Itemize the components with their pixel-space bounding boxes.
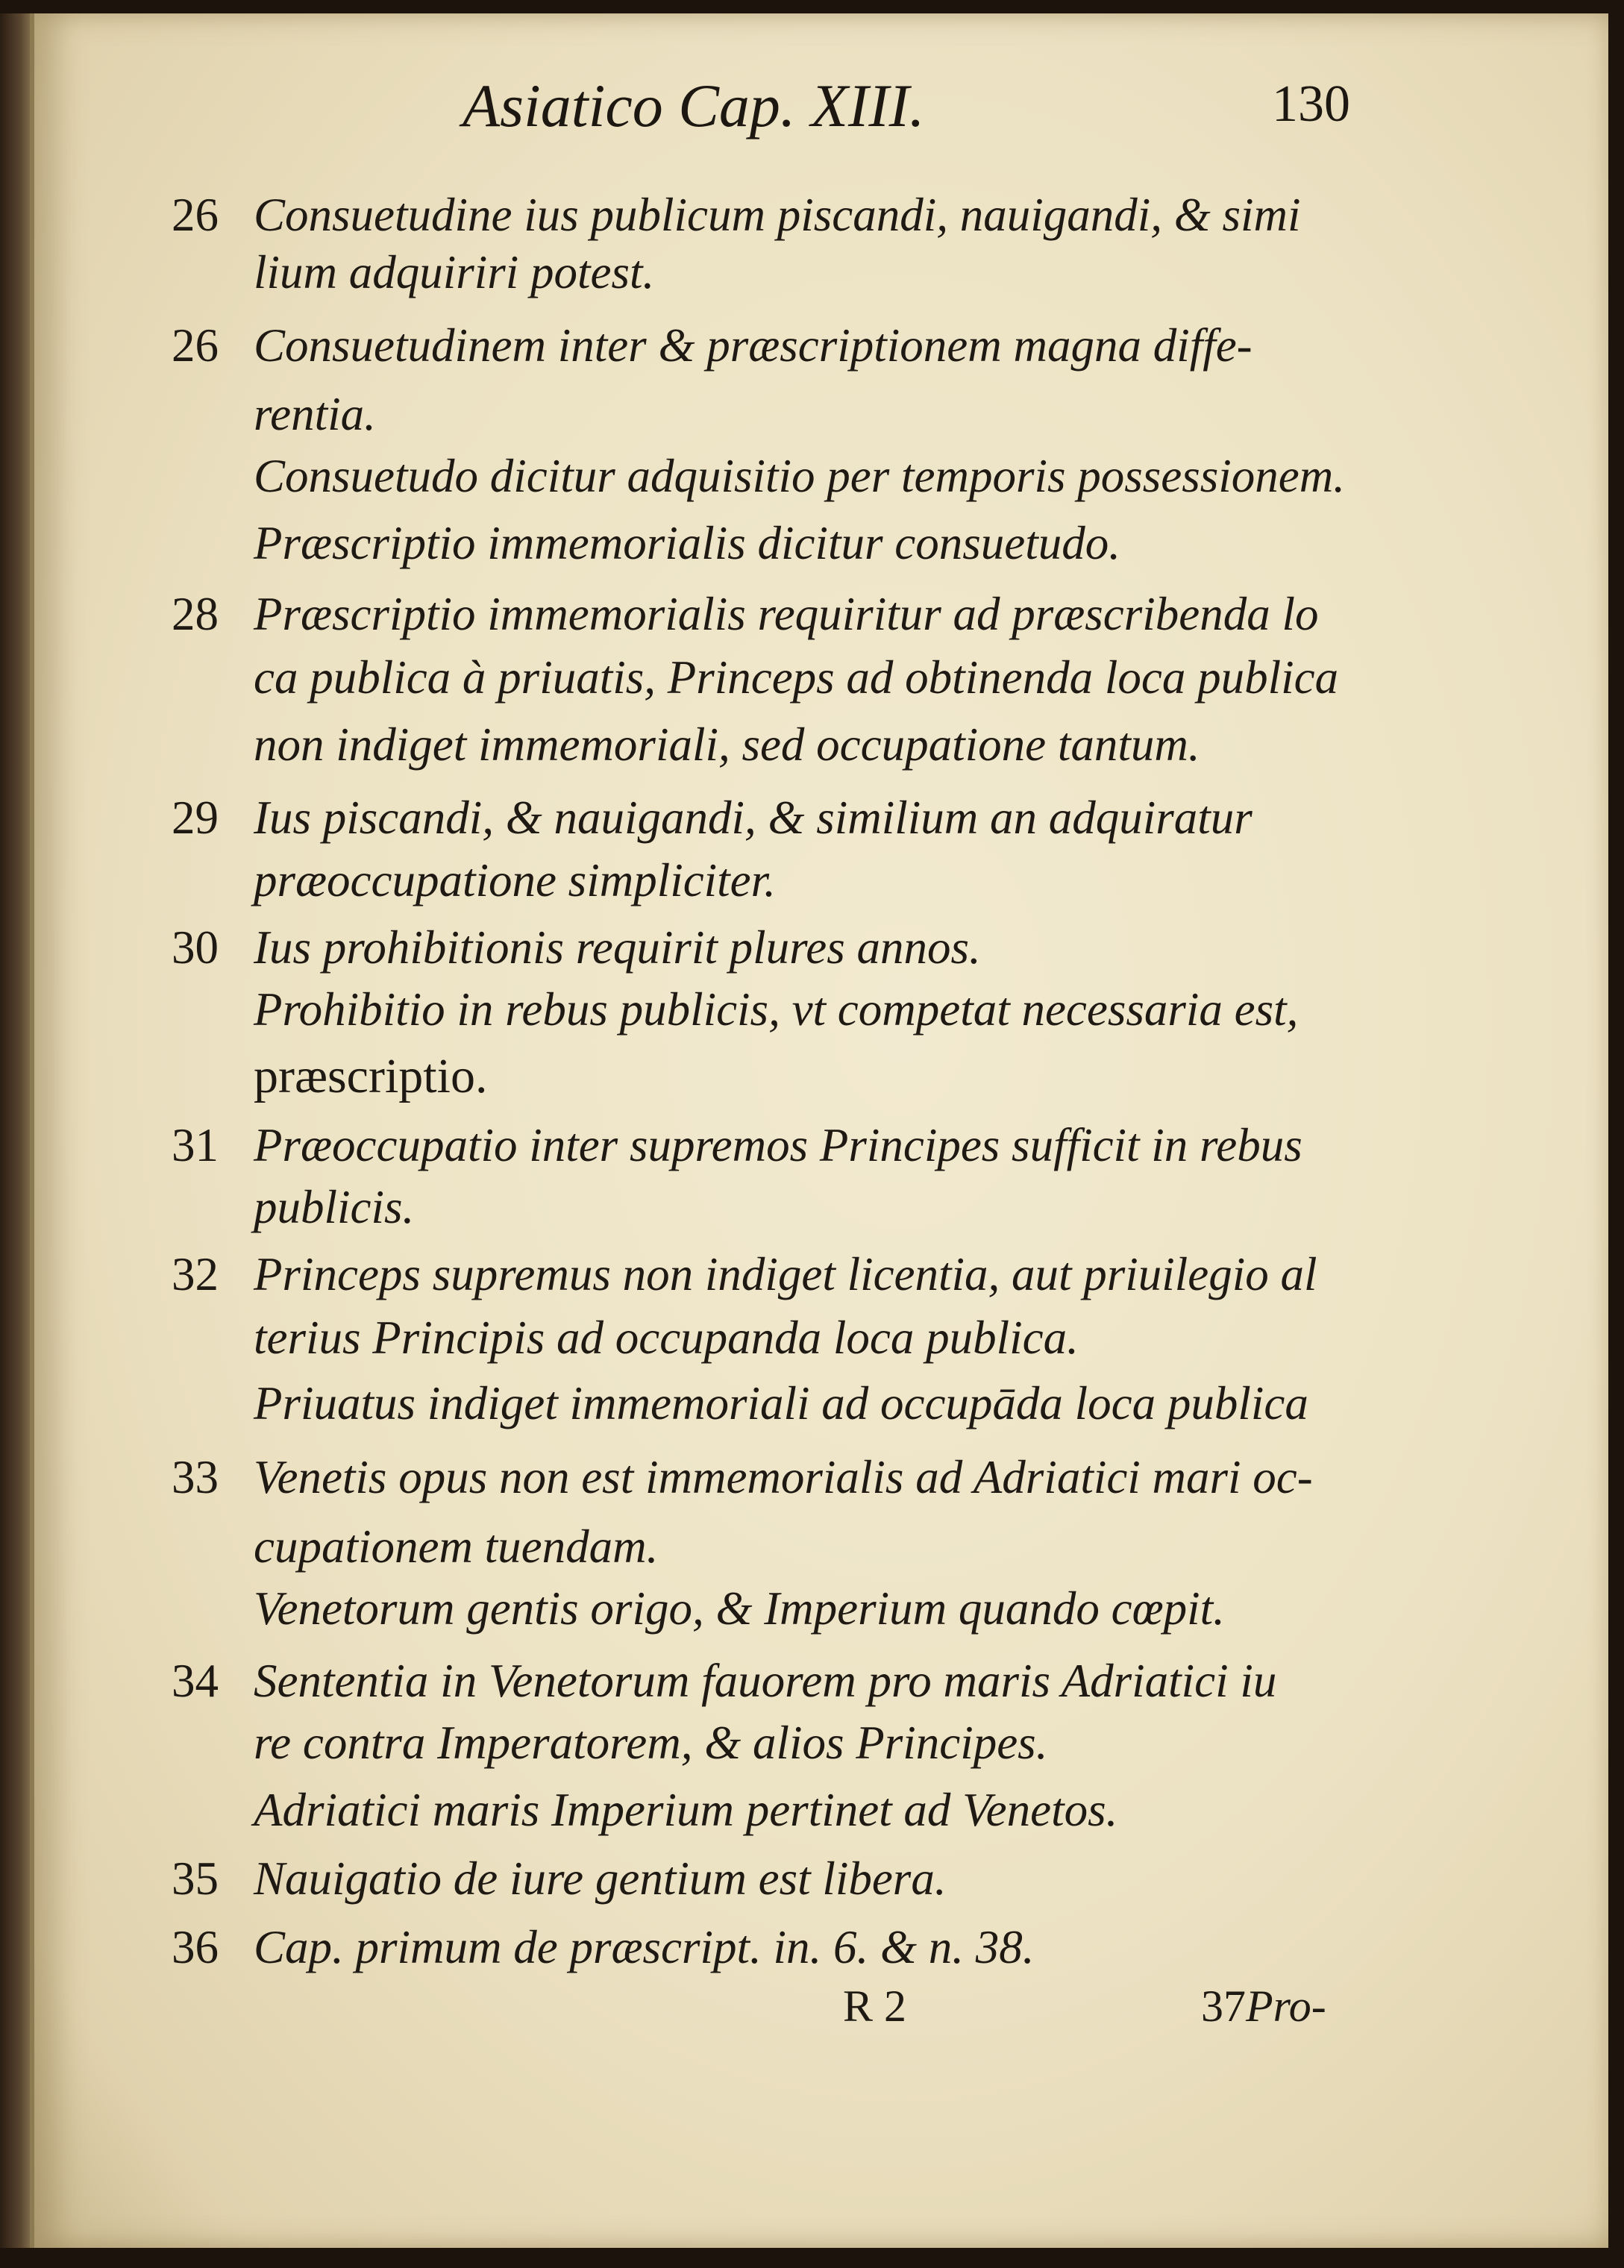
entry-line — [172, 1246, 1317, 1303]
entry-text: Præscriptio immemorialis requiritur ad præscribenda lo — [254, 588, 1319, 640]
entry-line — [172, 244, 654, 301]
entry-number: 31 — [172, 1119, 219, 1171]
entry-text: Venetorum gentis origo, & Imperium quando cœpit. — [254, 1582, 1225, 1635]
entry-text: Ius prohibitionis requirit plures annos. — [254, 921, 981, 974]
entry-text: Nauigatio de iure gentium est libera. — [254, 1852, 947, 1905]
entry-line — [172, 386, 376, 442]
entry-text: cupationem tuendam. — [254, 1520, 659, 1573]
entry-text: Præscriptio immemorialis dicitur consuetudo. — [254, 517, 1120, 569]
entry-line — [172, 1117, 1302, 1174]
entry-line — [172, 1179, 414, 1235]
entry-text: præoccupatione simpliciter. — [254, 854, 776, 906]
running-head-title: Asiatico Cap. XIII. — [463, 72, 925, 140]
entry-line — [172, 1653, 1276, 1709]
entry-text: Præoccupatio inter supremos Principes sufficit in rebus — [254, 1119, 1302, 1171]
entry-line — [172, 1518, 658, 1575]
entry-text: Prohibitio in rebus publicis, vt competat necessaria est, — [254, 983, 1299, 1036]
entry-number: 36 — [172, 1921, 219, 1973]
entry-line — [172, 981, 1298, 1038]
entry-line — [172, 187, 1300, 243]
entry-text: Consuetudine ius publicum piscandi, nauigandi, & simi — [254, 189, 1301, 241]
entry-line — [172, 852, 776, 909]
signature-mark: R 2 — [843, 1982, 907, 2031]
entry-line — [172, 586, 1318, 642]
entry-line — [172, 649, 1338, 706]
entry-text: Princeps supremus non indiget licentia, aut priuilegio al — [254, 1248, 1317, 1300]
entry-line — [172, 1850, 947, 1907]
entry-number: 30 — [172, 921, 219, 974]
catchword — [1201, 1981, 1326, 2032]
entry-line — [172, 317, 1253, 374]
entry-text: Priuatus indiget immemoriali ad occupāda loca publica — [254, 1377, 1308, 1429]
entry-text: Adriatici maris Imperium pertinet ad Venetos. — [254, 1784, 1118, 1836]
entry-number: 29 — [172, 792, 219, 844]
entry-line — [172, 448, 1345, 504]
entry-number: 35 — [172, 1852, 219, 1905]
entry-text: Consuetudinem inter & præscriptionem magna diffe- — [254, 319, 1253, 372]
entry-number: 28 — [172, 588, 219, 640]
entry-number: 32 — [172, 1248, 219, 1300]
entry-line — [172, 1449, 1313, 1506]
entry-line — [172, 1782, 1117, 1838]
catchword-text: Pro- — [1246, 1982, 1326, 2031]
entry-text: Ius piscandi, & nauigandi, & similium an adquiratur — [254, 792, 1253, 844]
entry-line — [172, 1048, 487, 1105]
entry-text: rentia. — [254, 388, 376, 440]
entry-text: non indiget immemoriali, sed occupatione tantum. — [254, 718, 1200, 771]
entry-text: Consuetudo dicitur adquisitio per temporis possessionem. — [254, 450, 1345, 502]
entry-line — [172, 919, 981, 976]
entry-line — [172, 789, 1253, 846]
entry-number: 26 — [172, 189, 219, 241]
entry-line — [172, 1375, 1308, 1432]
catchword-number: 37 — [1201, 1982, 1246, 2031]
entry-text: lium adquiriri potest. — [254, 246, 655, 298]
entry-text: præscriptio. — [254, 1049, 488, 1103]
page-number: 130 — [1272, 75, 1350, 133]
entry-text: ca publica à priuatis, Princeps ad obtinenda loca publica — [254, 651, 1339, 704]
entry-line — [172, 1714, 1047, 1771]
entry-text: terius Principis ad occupanda loca publica. — [254, 1312, 1079, 1364]
entry-text: Sententia in Venetorum fauorem pro maris Adriatici iu — [254, 1655, 1277, 1707]
entry-text: Venetis opus non est immemorialis ad Adriatici mari oc- — [254, 1451, 1313, 1503]
entry-line — [172, 515, 1120, 571]
entry-line — [172, 716, 1200, 773]
entry-text: re contra Imperatorem, & alios Principes. — [254, 1717, 1048, 1769]
entry-line — [172, 1919, 1035, 1976]
entry-line — [172, 1580, 1225, 1637]
entry-line — [172, 1309, 1079, 1366]
entry-text: publicis. — [254, 1181, 415, 1233]
entry-number: 33 — [172, 1451, 219, 1503]
entry-number: 26 — [172, 319, 219, 372]
entry-text: Cap. primum de præscript. in. 6. & n. 38. — [254, 1921, 1035, 1973]
entry-number: 34 — [172, 1655, 219, 1707]
